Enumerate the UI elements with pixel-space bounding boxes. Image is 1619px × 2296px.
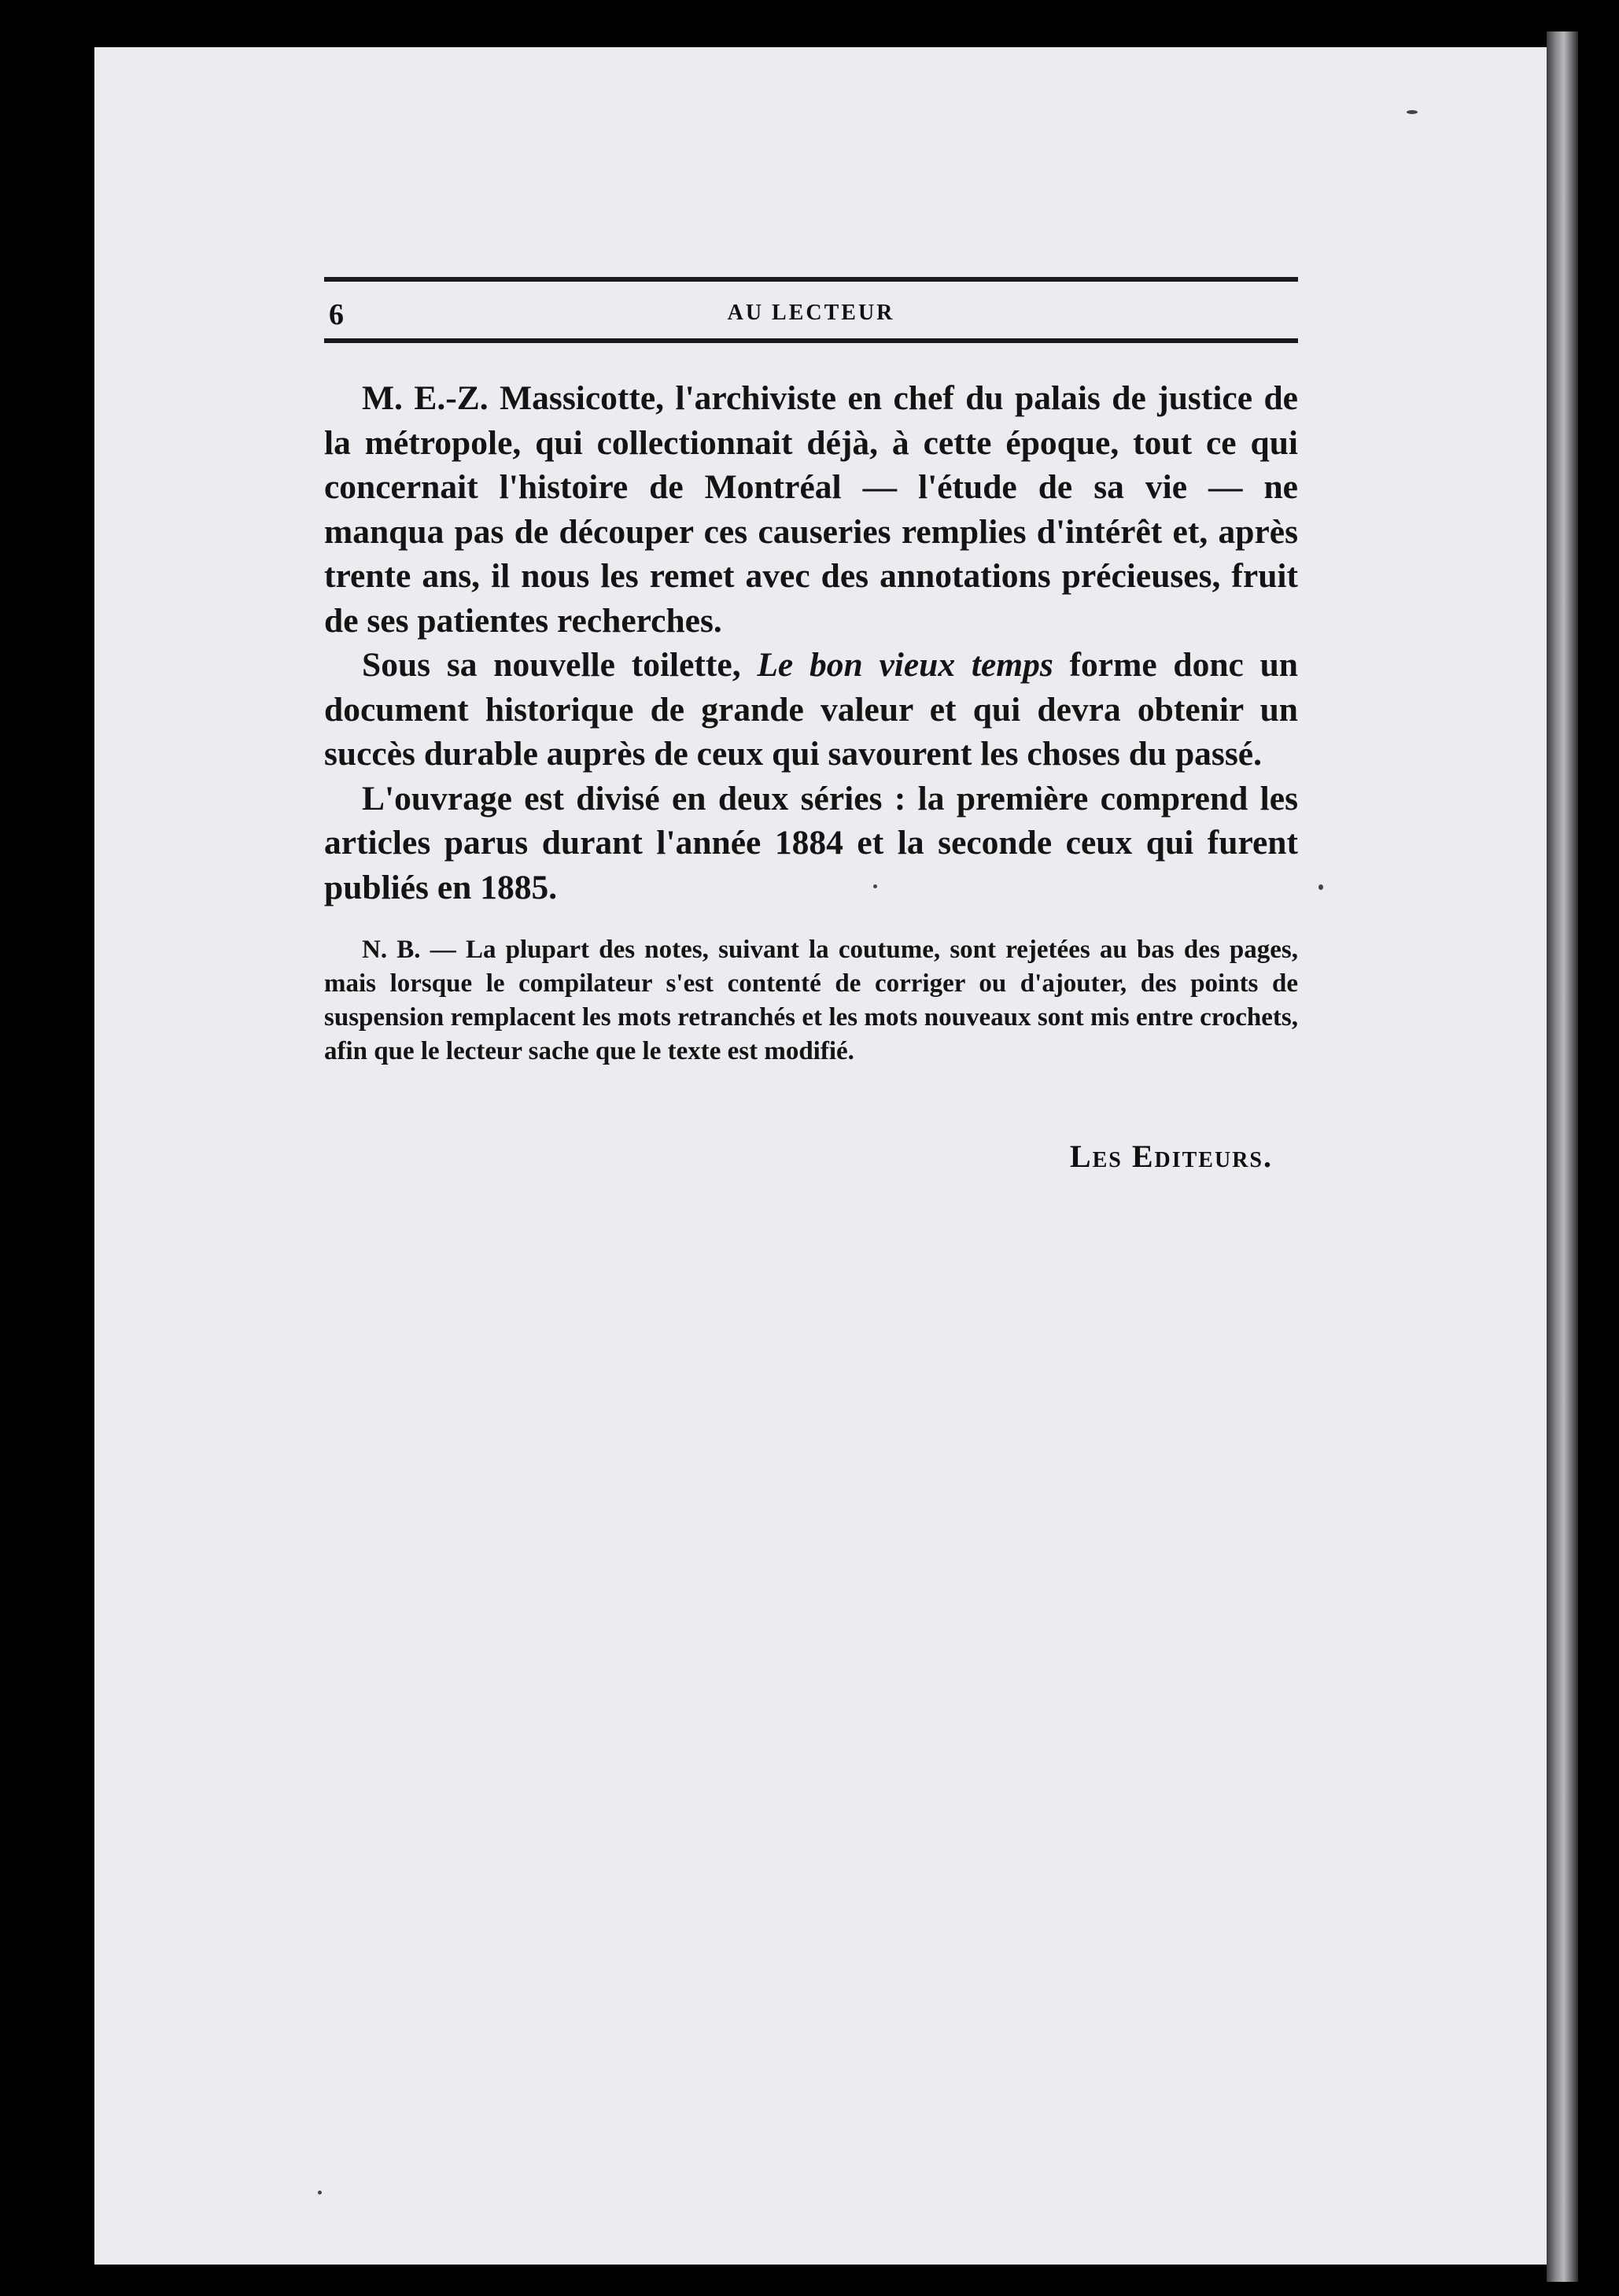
paragraph-2-after: forme donc un document historique de grande valeur et qui devra obtenir un succès durable auprès de ceux qui savourent les choses du passé.: [324, 646, 1298, 773]
header-rule-top: [324, 277, 1298, 282]
note-paragraph: N. B. — La plupart des notes, suivant la coutume, sont rejetées au bas des pages, mais lorsque le compilateur s'est contenté de corriger ou d'ajouter, des points de suspension remplacent les mots retranchés et les mots nouveaux sont mis entre crochets, afin que le lecteur sache que le texte est modifié.: [324, 936, 1298, 1065]
paragraph-2: [324, 643, 1298, 777]
running-head: [324, 297, 1298, 332]
ink-speck: [1407, 110, 1418, 114]
header-rule-bottom: [324, 338, 1298, 343]
paragraph-3: L'ouvrage est divisé en deux séries : la première comprend les articles parus durant l'année 1884 et la seconde ceux qui furent publiés en 1885.: [324, 779, 1298, 906]
ink-speck: [1318, 884, 1323, 890]
page-edge: [1547, 31, 1578, 2282]
page-number: 6: [329, 298, 344, 331]
body-text: [324, 376, 1298, 910]
book-title: Le bon vieux temps: [757, 646, 1053, 684]
paragraph-1: M. E.-Z. Massicotte, l'archiviste en chef du palais de justice de la métropole, qui collectionnait déjà, à cette époque, tout ce qui concernait l'histoire de Montréal — l'étude de sa vie — ne manqua pas de découper ces causeries remplies d'intérêt et, après trente ans, il nous les remet avec des annotations précieuses, fruit de ses patientes recherches.: [324, 379, 1298, 640]
editorial-note: [324, 933, 1298, 1069]
ink-speck: [318, 2191, 322, 2194]
signature: Les Editeurs.: [1069, 1139, 1273, 1174]
running-title: AU LECTEUR: [727, 301, 895, 325]
ink-speck: [873, 884, 877, 888]
paragraph-2-before: Sous sa nouvelle toilette,: [362, 646, 758, 684]
